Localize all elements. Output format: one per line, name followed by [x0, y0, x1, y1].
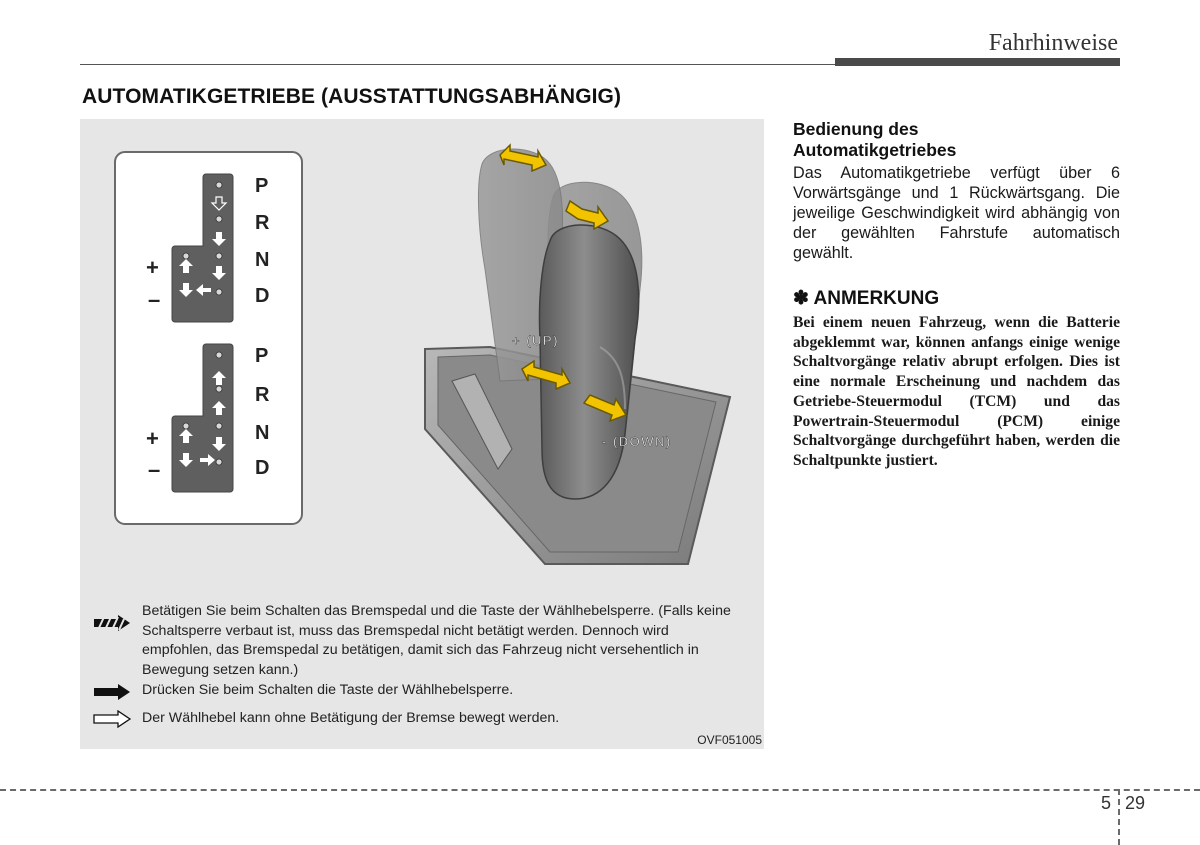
note-heading: [793, 287, 939, 310]
gear-label-p: P: [255, 175, 269, 197]
gear-label-n: N: [255, 422, 270, 444]
legend-text: Betätigen Sie beim Schalten das Bremspedal und die Taste der Wählhebelsperre. (Falls keine Schaltsperre verbaut ist, muss das Bremspedal nicht betätigt werden. Dennoch wird empfohlen, das Bremspedal zu betätigen, damit sich das Fahrzeug nicht versehentlich in Bewegung setzen kann.): [142, 603, 731, 678]
up-label: + (UP): [512, 333, 559, 348]
note-title: ANMERKUNG: [813, 288, 940, 309]
solid-arrow-icon: [92, 683, 132, 701]
footer-rule: [0, 789, 1200, 791]
legend-text: Der Wählhebel kann ohne Betätigung der Bremse bewegt werden.: [142, 710, 560, 726]
gear-label-n: N: [255, 249, 270, 271]
minus-label: –: [148, 287, 161, 312]
section-title: AUTOMATIKGETRIEBE (AUSSTATTUNGSABHÄNGIG): [82, 85, 622, 108]
header-bar: [835, 58, 1120, 66]
figure-code: OVF051005: [697, 733, 762, 747]
note-body: Bei einem neuen Fahrzeug, wenn die Batterie abgeklemmt war, können anfangs einige wenige Schaltvorgänge relativ abrupt erfolgen. Dies ist eine normale Erscheinung und nachdem das Getriebe-Steuermodul (TCM) und das Powertrain-Steuermodul (PCM) einige Schaltvorgänge durchgeführt haben, werden die Schaltpunkte justiert.: [793, 314, 1120, 469]
note-symbol-icon: ✽: [793, 288, 809, 309]
gear-label-p: P: [255, 345, 269, 367]
footer-divider: [1118, 789, 1120, 845]
gear-shift-figure: [80, 119, 764, 749]
legend-text: Drücken Sie beim Schalten die Taste der Wählhebelsperre.: [142, 682, 514, 698]
down-label: - (DOWN): [602, 434, 672, 449]
body-paragraph: Das Automatikgetriebe verfügt über 6 Vorwärtsgänge und 1 Rückwärtsgang. Die jeweilige Geschwindigkeit wird abhängig von der gewählten Fahrstufe automatisch gewählt.: [793, 164, 1120, 262]
hatched-arrow-icon: [92, 614, 132, 632]
minus-label: –: [148, 457, 161, 482]
gear-label-r: R: [255, 212, 270, 234]
page-number: 29: [1125, 793, 1146, 813]
gear-label-d: D: [255, 285, 270, 307]
running-header: Fahrhinweise: [988, 30, 1118, 56]
gear-label-r: R: [255, 384, 270, 406]
outline-arrow-icon: [92, 710, 132, 728]
gear-shift-illustration: [80, 119, 764, 597]
plus-label: +: [146, 255, 159, 280]
subsection-title: Bedienung des Automatikgetriebes: [793, 119, 957, 160]
chapter-number: 5: [1101, 793, 1112, 813]
gear-label-d: D: [255, 457, 270, 479]
plus-label: +: [146, 426, 159, 451]
